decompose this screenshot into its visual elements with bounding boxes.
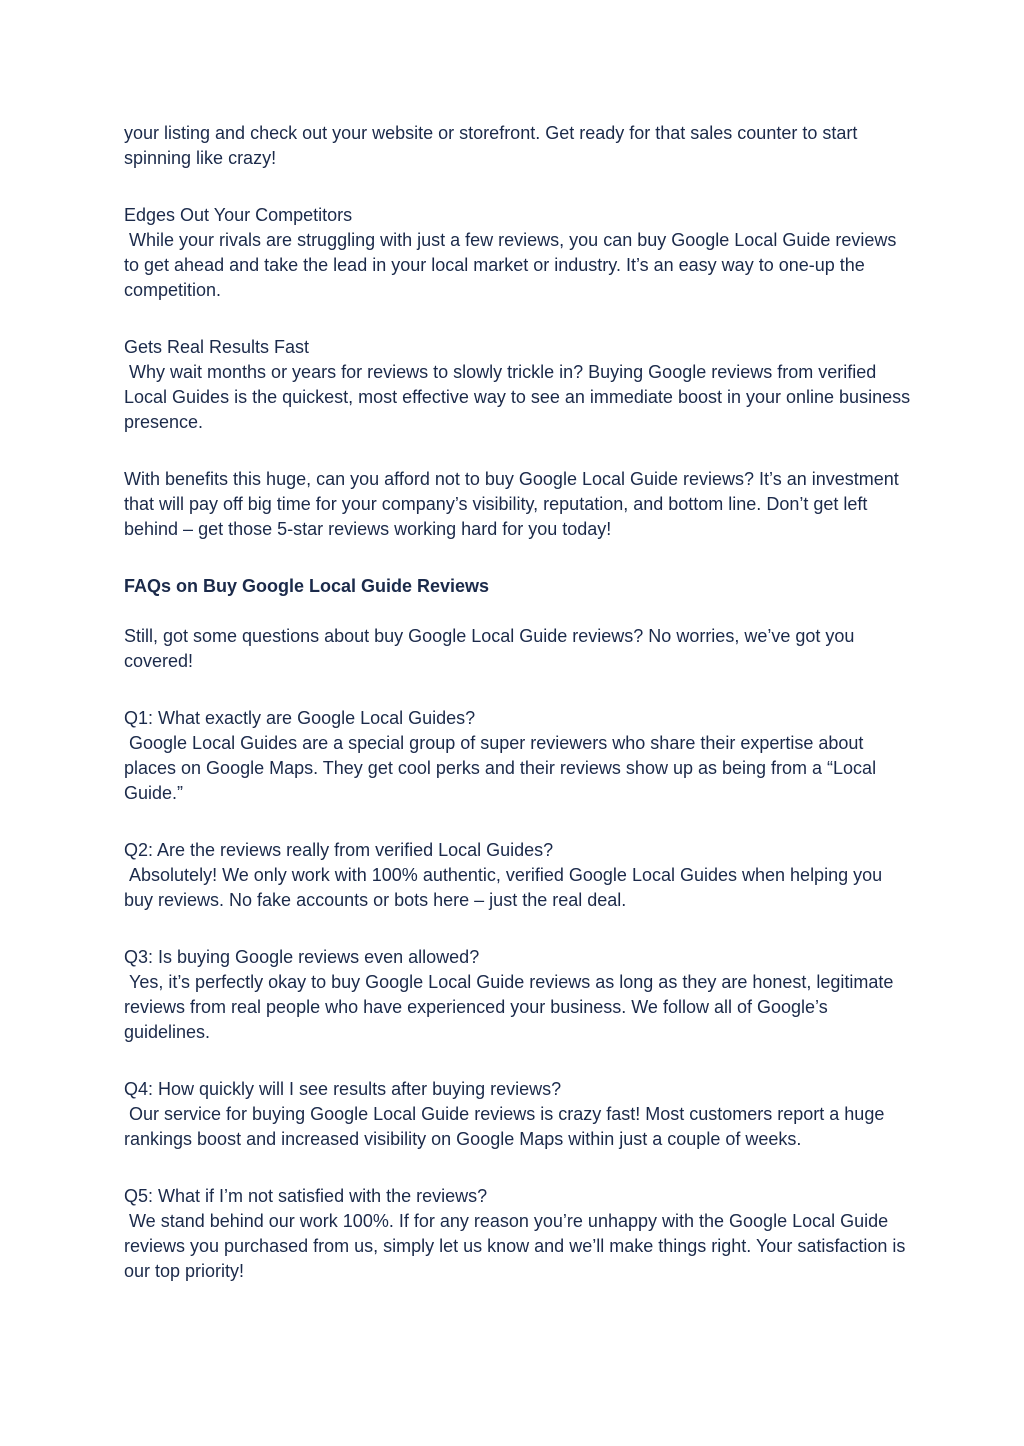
intro-paragraph [124,121,914,171]
benefit-title: Gets Real Results Fast [124,337,310,357]
faq-question: Q2: Are the reviews really from verified Local Guides? [124,840,554,860]
faq-heading: FAQs on Buy Google Local Guide Reviews [124,576,490,596]
faq-item-q2 [124,838,914,913]
benefit-body: Why wait months or years for reviews to slowly trickle in? Buying Google reviews from verified Local Guides is the quickest, most effective way to see an immediate boost in your online business presence. [124,362,916,432]
faq-intro-paragraph [124,624,914,674]
document-page [124,121,914,1316]
benefit-edges-out-competitors [124,203,914,303]
faq-question: Q4: How quickly will I see results after buying reviews? [124,1079,562,1099]
faq-answer: Yes, it’s perfectly okay to buy Google Local Guide reviews as long as they are honest, legitimate reviews from real people who have experienced your business. We follow all of Google’s guidelines. [124,972,899,1042]
intro-text: your listing and check out your website or storefront. Get ready for that sales counter to start spinning like crazy! [124,123,863,168]
faq-answer: Our service for buying Google Local Guide reviews is crazy fast! Most customers report a huge rankings boost and increased visibility on Google Maps within just a couple of weeks. [124,1104,890,1149]
faq-question: Q3: Is buying Google reviews even allowed? [124,947,480,967]
faq-intro-text: Still, got some questions about buy Google Local Guide reviews? No worries, we’ve got you covered! [124,626,860,671]
faq-item-q5 [124,1184,914,1284]
faq-answer: Google Local Guides are a special group of super reviewers who share their expertise about places on Google Maps. They get cool perks and their reviews show up as being from a “Local Guide.” [124,733,882,803]
faq-item-q1 [124,706,914,806]
faq-item-q3 [124,945,914,1045]
benefit-title: Edges Out Your Competitors [124,205,353,225]
faq-item-q4 [124,1077,914,1152]
closing-paragraph [124,467,914,542]
faq-question: Q1: What exactly are Google Local Guides? [124,708,476,728]
faq-answer: We stand behind our work 100%. If for any reason you’re unhappy with the Google Local Guide reviews you purchased from us, simply let us know and we’ll make things right. Your satisfaction is our top priority! [124,1211,911,1281]
benefit-body: While your rivals are struggling with just a few reviews, you can buy Google Local Guide reviews to get ahead and take the lead in your local market or industry. It’s an easy way to one-up the competition. [124,230,902,300]
closing-text: With benefits this huge, can you afford not to buy Google Local Guide reviews? It’s an investment that will pay off big time for your company’s visibility, reputation, and bottom line. Don’t get left behind – get those 5-star reviews working hard for you today! [124,469,904,539]
faq-answer: Absolutely! We only work with 100% authentic, verified Google Local Guides when helping you buy reviews. No fake accounts or bots here – just the real deal. [124,865,888,910]
benefit-real-results-fast [124,335,914,435]
faq-question: Q5: What if I’m not satisfied with the reviews? [124,1186,488,1206]
